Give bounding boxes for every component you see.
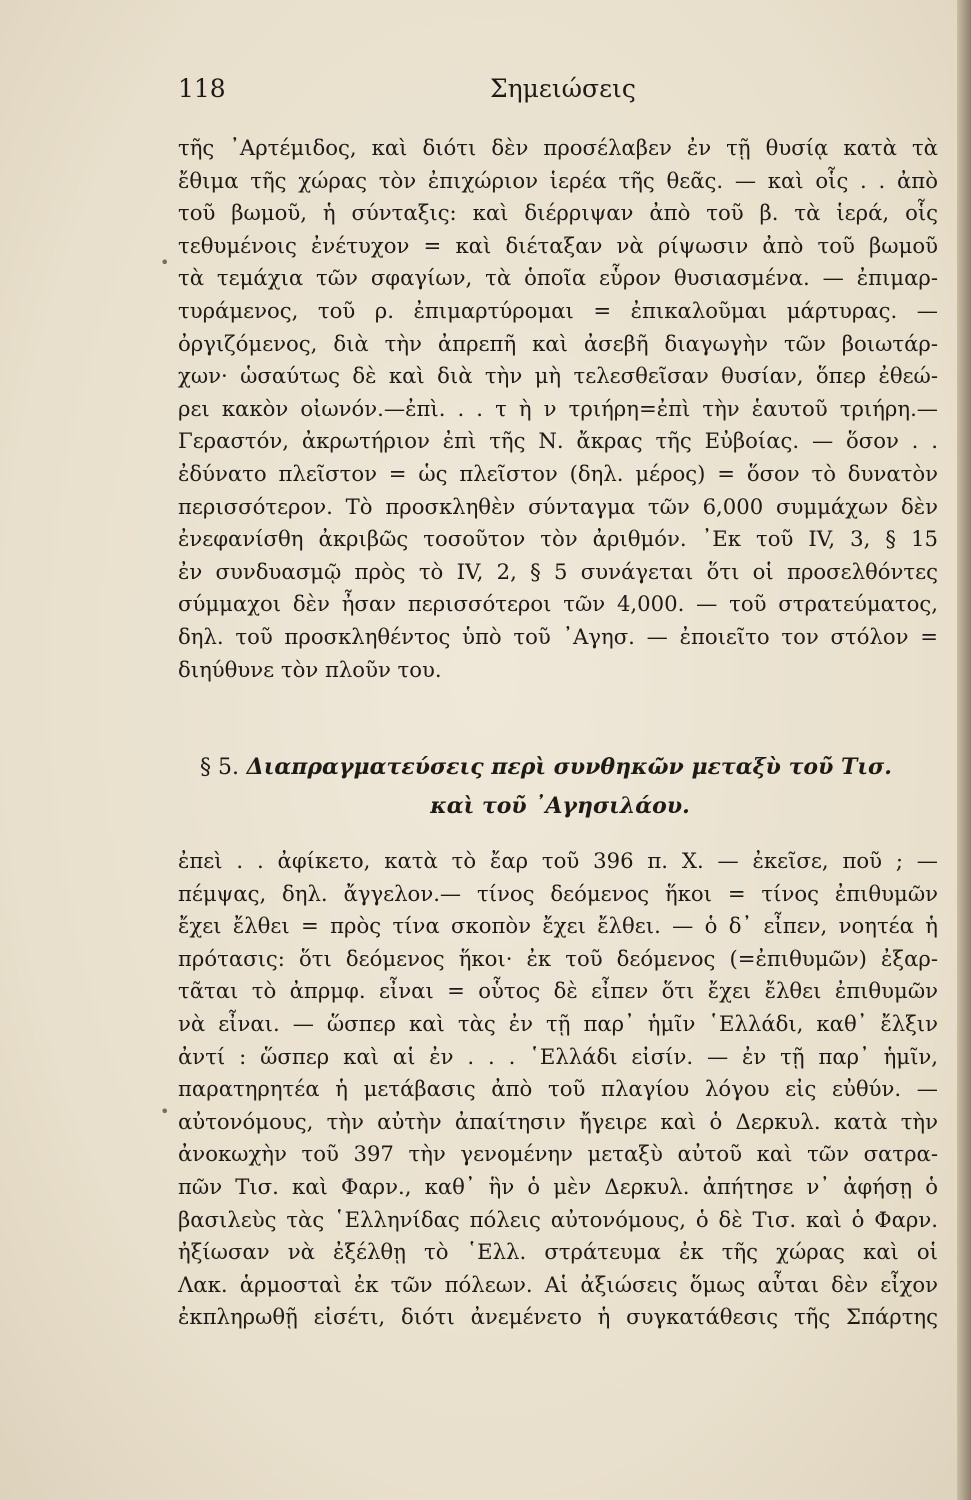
text-line: βασιλεὺς τὰς ῾Ελληνίδας πόλεις αὐτονόμους, ὁ δὲ Τισ. καὶ ὁ Φαρν. bbox=[178, 1206, 938, 1232]
text-line: πῶν Τισ. καὶ Φαρν., καθ᾿ ἣν ὁ μὲν Δερκυλ. ἀπήτησε ν᾿ ἀφήσῃ ὁ bbox=[178, 1173, 938, 1199]
text-line: τυράμενος, τοῦ ρ. ἐπιμαρτύρομαι = ἐπικαλοῦμαι μάρτυρας. — bbox=[178, 297, 938, 323]
text-line: Λακ. ἁρμοσταὶ ἐκ τῶν πόλεων. Αἱ ἀξιώσεις ὅμως αὗται δὲν εἶχον bbox=[178, 1271, 938, 1297]
notes-paragraph-1 bbox=[178, 132, 938, 686]
margin-dot: • bbox=[160, 253, 170, 272]
page-edge-shadow bbox=[957, 0, 971, 1500]
margin-dot: • bbox=[160, 1102, 170, 1121]
section-heading-line-1 bbox=[200, 748, 920, 787]
text-line: τεθυμένοις ἐνέτυχον = καὶ διέταξαν νὰ ρίψωσιν ἀπὸ τοῦ βωμοῦ bbox=[178, 232, 938, 258]
text-line: ἀντί : ὥσπερ καὶ αἱ ἐν . . . ῾Ελλάδι εἰσίν. — ἐν τῇ παρ᾿ ἡμῖν, bbox=[178, 1043, 938, 1069]
section-heading bbox=[200, 748, 920, 825]
text-line: τὰ τεμάχια τῶν σφαγίων, τὰ ὁποῖα εὗρον θυσιασμένα. — ἐπιμαρ- bbox=[178, 265, 938, 291]
text-line: τᾶται τὸ ἀπρμφ. εἶναι = οὗτος δὲ εἶπεν ὅτι ἔχει ἔλθει ἐπιθυμῶν bbox=[178, 978, 938, 1004]
running-title: Σημειώσεις bbox=[490, 74, 636, 103]
text-line: ἐπεὶ . . ἀφίκετο, κατὰ τὸ ἔαρ τοῦ 396 π. Χ. — ἐκεῖσε, ποῦ ; — bbox=[178, 848, 938, 873]
text-line: περισσότερον. Τὸ προσκληθὲν σύνταγμα τῶν 6,000 συμμάχων δὲν bbox=[178, 493, 938, 519]
section-title-part-2: καὶ τοῦ ᾿Αγησιλάου. bbox=[430, 793, 690, 819]
text-line: ἐκπληρωθῇ εἰσέτι, διότι ἀνεμένετο ἡ συγκατάθεσις τῆς Σπάρτης bbox=[178, 1304, 938, 1330]
text-line: ἐν συνδυασμῷ πρὸς τὸ IV, 2, § 5 συνάγεται ὅτι οἱ προσελθόντες bbox=[178, 558, 938, 584]
text-line: ἀνοκωχὴν τοῦ 397 τὴν γενομένην μεταξὺ αὐτοῦ καὶ τῶν σατρα- bbox=[178, 1141, 938, 1167]
notes-paragraph-2 bbox=[178, 845, 938, 1334]
page-number: 118 bbox=[178, 74, 226, 103]
text-line: δηλ. τοῦ προσκληθέντος ὑπὸ τοῦ ᾿Αγησ. — ἐποιεῖτο τον στόλον = bbox=[178, 623, 938, 649]
text-line: τῆς ᾿Αρτέμιδος, καὶ διότι δὲν προσέλαβεν ἐν τῇ θυσίᾳ κατὰ τὰ bbox=[178, 135, 938, 160]
text-line: αὐτονόμους, τὴν αὐτὴν ἀπαίτησιν ἤγειρε καὶ ὁ Δερκυλ. κατὰ τὴν bbox=[178, 1108, 938, 1134]
page-header bbox=[178, 74, 938, 114]
text-line: σύμμαχοι δὲν ἦσαν περισσότεροι τῶν 4,000. — τοῦ στρατεύματος, bbox=[178, 591, 938, 617]
text-line: Γεραστόν, ἀκρωτήριον ἐπὶ τῆς Ν. ἄκρας τῆς Εὐβοίας. — ὅσον . . bbox=[178, 428, 938, 454]
text-line: ἐνεφανίσθη ἀκριβῶς τοσοῦτον τὸν ἀριθμόν. ᾿Εκ τοῦ IV, 3, § 15 bbox=[178, 526, 938, 552]
text-line: νὰ εἶναι. — ὥσπερ καὶ τὰς ἐν τῇ παρ᾿ ἡμῖν ῾Ελλάδι, καθ᾿ ἔλξιν bbox=[178, 1010, 938, 1036]
section-title-part-1: Διαπραγματεύσεις περὶ συνθηκῶν μεταξὺ τοῦ Τισ. bbox=[246, 754, 892, 780]
text-line: διηύθυνε τὸν πλοῦν του. bbox=[178, 656, 442, 682]
text-line: ὀργιζόμενος, διὰ τὴν ἀπρεπῆ καὶ ἀσεβῆ διαγωγὴν τῶν βοιωτάρ- bbox=[178, 330, 938, 356]
text-line: παρατηρητέα ἡ μετάβασις ἀπὸ τοῦ πλαγίου λόγου εἰς εὐθύν. — bbox=[178, 1076, 938, 1102]
text-line: ρει κακὸν οἰωνόν.—ἐπὶ. . . τ ὴ ν τριήρη=ἐπὶ τὴν ἑαυτοῦ τριήρη.— bbox=[178, 395, 938, 421]
text-line: ἠξίωσαν νὰ ἐξέλθῃ τὸ ῾Ελλ. στράτευμα ἐκ τῆς χώρας καὶ οἱ bbox=[178, 1239, 938, 1265]
text-line: ἔχει ἔλθει = πρὸς τίνα σκοπὸν ἔχει ἔλθει. — ὁ δ᾿ εἶπεν, νοητέα ἡ bbox=[178, 913, 938, 939]
text-line: τοῦ βωμοῦ, ἡ σύνταξις: καὶ διέρριψαν ἀπὸ τοῦ β. τὰ ἱερά, οἷς bbox=[178, 200, 938, 226]
section-mark: § 5. bbox=[200, 755, 239, 780]
text-line: χων· ὡσαύτως δὲ καὶ διὰ τὴν μὴ τελεσθεῖσαν θυσίαν, ὅπερ ἐθεώ- bbox=[178, 363, 938, 389]
text-line: ἐδύνατο πλεῖστον = ὡς πλεῖστον (δηλ. μέρος) = ὅσον τὸ δυνατὸν bbox=[178, 460, 938, 486]
text-line: ἔθιμα τῆς χώρας τὸν ἐπιχώριον ἱερέα τῆς θεᾶς. — καὶ οἷς . . ἀπὸ bbox=[178, 167, 938, 193]
text-line: πρότασις: ὅτι δεόμενος ἥκοι· ἐκ τοῦ δεόμενος (=ἐπιθυμῶν) ἐξαρ- bbox=[178, 945, 938, 971]
text-line: πέμψας, δηλ. ἄγγελον.— τίνος δεόμενος ἥκοι = τίνος ἐπιθυμῶν bbox=[178, 880, 938, 906]
